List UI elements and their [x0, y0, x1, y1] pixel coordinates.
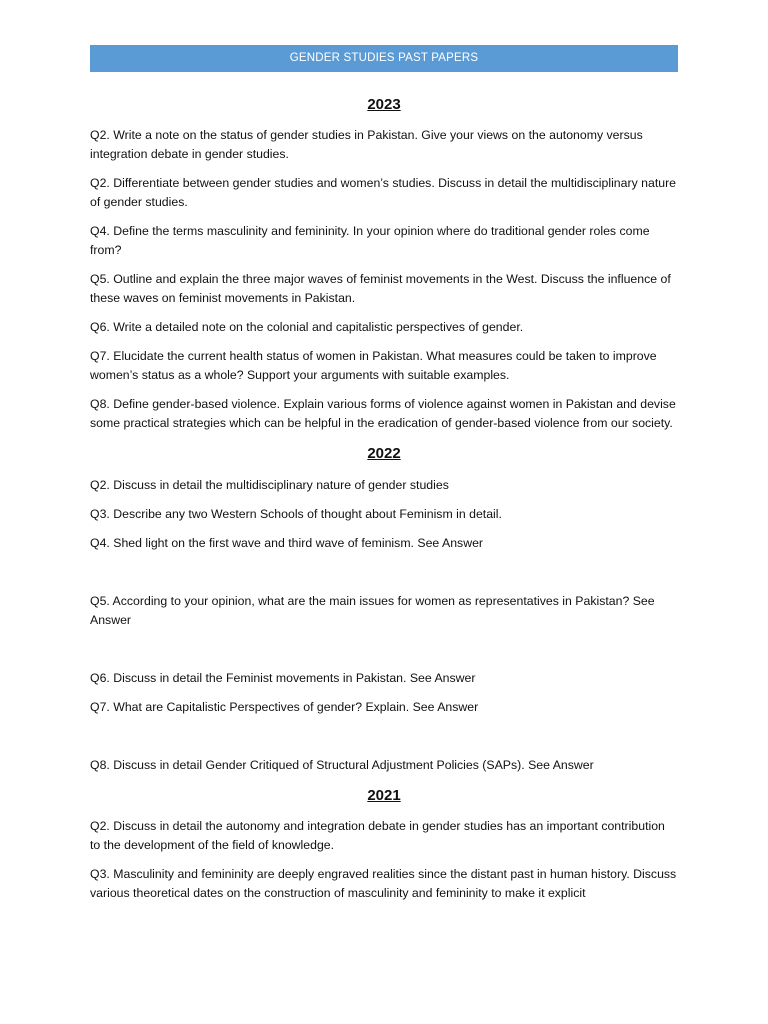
year-heading-2022: 2022	[367, 445, 401, 462]
question-2023-q5: Q5. Outline and explain the three major waves of feminist movements in the West. Discuss the influence of these waves on feminist movements in Pakistan.	[90, 272, 671, 305]
year-heading-2021: 2021	[367, 787, 401, 804]
question-2021-q3: Q3. Masculinity and femininity are deeply engraved realities since the distant past in human history. Discuss various theoretical dates on the construction of masculinity and femininity to make it explicit	[90, 867, 677, 900]
document-page	[90, 45, 678, 903]
question-2022-q4: Q4. Shed light on the first wave and third wave of feminism. See Answer	[90, 536, 484, 550]
question-2023-q6: Q6. Write a detailed note on the colonial and capitalistic perspectives of gender.	[90, 320, 524, 334]
question-2022-q5: Q5. According to your opinion, what are the main issues for women as representatives in Pakistan? See Answer	[90, 594, 655, 627]
question-2022-q6: Q6. Discuss in detail the Feminist movements in Pakistan. See Answer	[90, 671, 476, 685]
question-2022-q7: Q7. What are Capitalistic Perspectives of gender? Explain. See Answer	[90, 700, 479, 714]
year-heading-2023: 2023	[367, 96, 401, 113]
question-2022-q3: Q3. Describe any two Western Schools of thought about Feminism in detail.	[90, 507, 502, 521]
question-2023-q4: Q4. Define the terms masculinity and femininity. In your opinion where do traditional gender roles come from?	[90, 224, 650, 257]
question-2023-q7: Q7. Elucidate the current health status of women in Pakistan. What measures could be taken to improve women’s status as a whole? Support your arguments with suitable examples.	[90, 349, 657, 382]
question-2021-q2: Q2. Discuss in detail the autonomy and integration debate in gender studies has an important contribution to the development of the field of knowledge.	[90, 819, 665, 852]
question-2023-q2-status: Q2. Write a note on the status of gender studies in Pakistan. Give your views on the autonomy versus integration debate in gender studies.	[90, 128, 643, 161]
question-2022-q8: Q8. Discuss in detail Gender Critiqued of Structural Adjustment Policies (SAPs). See Answer	[90, 758, 594, 772]
question-2023-q2-differentiate: Q2. Differentiate between gender studies and women’s studies. Discuss in detail the multidisciplinary nature of gender studies.	[90, 176, 677, 209]
question-2023-q8: Q8. Define gender-based violence. Explain various forms of violence against women in Pakistan and devise some practical strategies which can be helpful in the eradication of gender-based violence from our society.	[90, 397, 676, 430]
document-title-bar: GENDER STUDIES PAST PAPERS	[90, 45, 678, 72]
question-2022-q2: Q2. Discuss in detail the multidisciplinary nature of gender studies	[90, 478, 449, 492]
